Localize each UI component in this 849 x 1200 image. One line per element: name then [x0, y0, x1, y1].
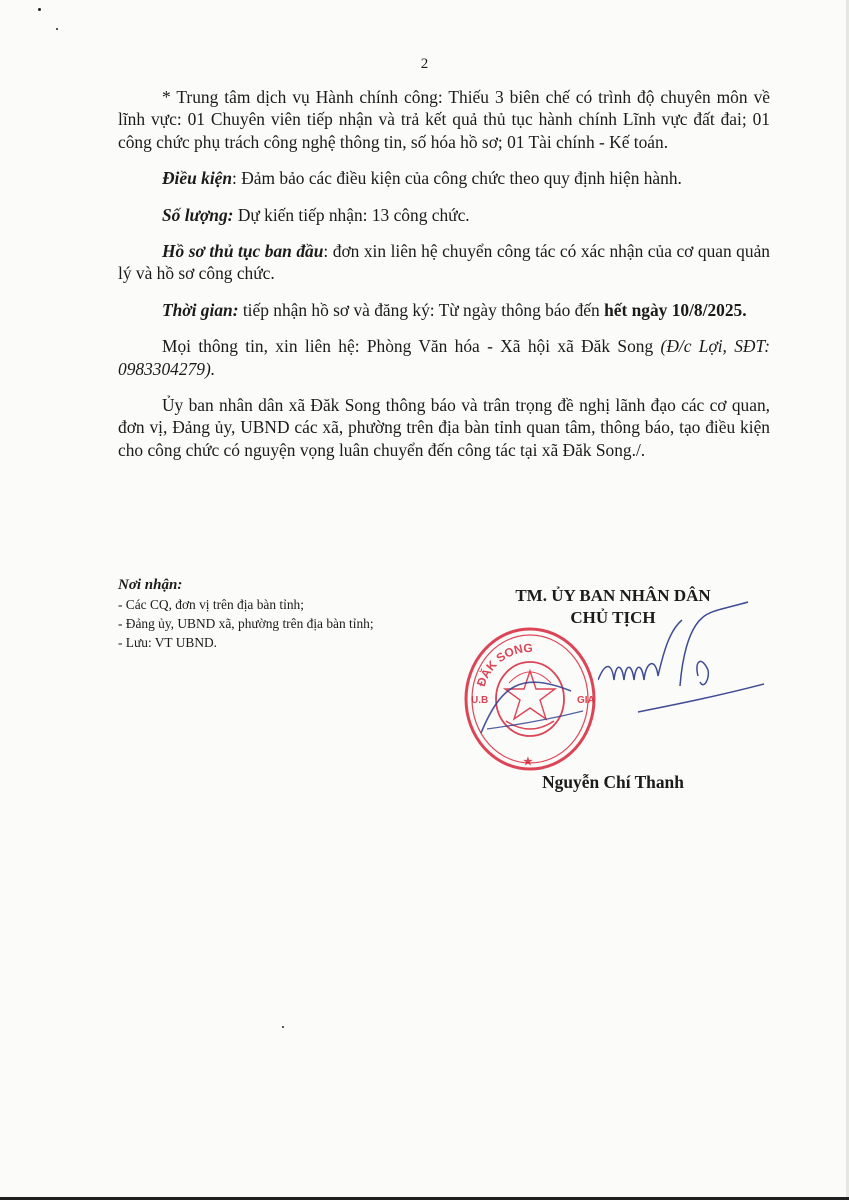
paragraph-quantity [118, 204, 770, 226]
time-deadline: hết ngày 10/8/2025. [604, 299, 747, 320]
quantity-text: Dự kiến tiếp nhận: 13 công chức. [233, 204, 470, 225]
document-body [118, 86, 770, 461]
page-number: 2 [420, 56, 429, 72]
contact-details: (Đ/c Lợi, SĐT: 0983304279). [118, 336, 770, 379]
scan-speck [282, 1026, 284, 1028]
svg-text:U.B: U.B [471, 695, 489, 706]
recipient-item: - Các CQ, đơn vị trên địa bàn tỉnh; [118, 597, 304, 612]
conditions-label: Điều kiện [162, 168, 233, 189]
paragraph-closing: Ủy ban nhân dân xã Đăk Song thông báo và trân trọng đề nghị lãnh đạo các cơ quan, đơn vị, Đảng ủy, UBND các xã, phường trên địa bàn tỉnh quan tâm, thông báo, tạo điều kiện cho công chức có nguyện vọng luân chuyển đến công tác tại xã Đăk Song./. [118, 395, 770, 460]
documents-label: Hồ sơ thủ tục ban đầu [162, 241, 324, 262]
paragraph-contact [118, 335, 770, 380]
paragraph-time [118, 299, 770, 321]
svg-text:ĐĂK SONG: ĐĂK SONG [473, 640, 533, 689]
signature-title-line: CHỦ TỊCH [570, 608, 656, 627]
recipients-title: Nơi nhận: [118, 577, 183, 593]
signer-name: Nguyễn Chí Thanh [542, 772, 684, 792]
svg-text:GIA: GIA [577, 695, 595, 706]
documents-text: : đơn xin liên hệ chuyển công tác có xác nhận của cơ quan quản lý và hồ sơ công chức. [118, 241, 770, 284]
handwritten-signature [598, 600, 768, 720]
recipient-item: - Đảng ủy, UBND xã, phường trên địa bàn tỉnh; [118, 616, 374, 631]
svg-text:★: ★ [523, 756, 533, 768]
paragraph-service-center: * Trung tâm dịch vụ Hành chính công: Thiếu 3 biên chế có trình độ chuyên môn về lĩnh vực: 01 Chuyên viên tiếp nhận và trả kết quả thủ tục hành chính Lĩnh vực đất đai; 01 công chức phụ trách công nghệ thông tin, số hóa hồ sơ; 01 Tài chính - Kế toán. [118, 87, 770, 152]
time-label: Thời gian: [162, 299, 239, 320]
conditions-text: : Đảm bảo các điều kiện của công chức theo quy định hiện hành. [232, 168, 682, 189]
paragraph-conditions [118, 167, 770, 189]
quantity-label: Số lượng: [162, 204, 234, 225]
official-seal-stamp [461, 625, 599, 773]
scan-speck [38, 8, 41, 11]
time-text: tiếp nhận hồ sơ và đăng ký: Từ ngày thông báo đến [238, 299, 605, 320]
paragraph-documents [118, 240, 770, 285]
recipient-item: - Lưu: VT UBND. [118, 635, 218, 650]
signature-org-line: TM. ỦY BAN NHÂN DÂN [515, 586, 711, 605]
contact-text: Mọi thông tin, xin liên hệ: Phòng Văn hóa - Xã hội xã Đăk Song [162, 336, 661, 357]
scan-speck [56, 28, 58, 30]
recipients-block [118, 576, 374, 652]
